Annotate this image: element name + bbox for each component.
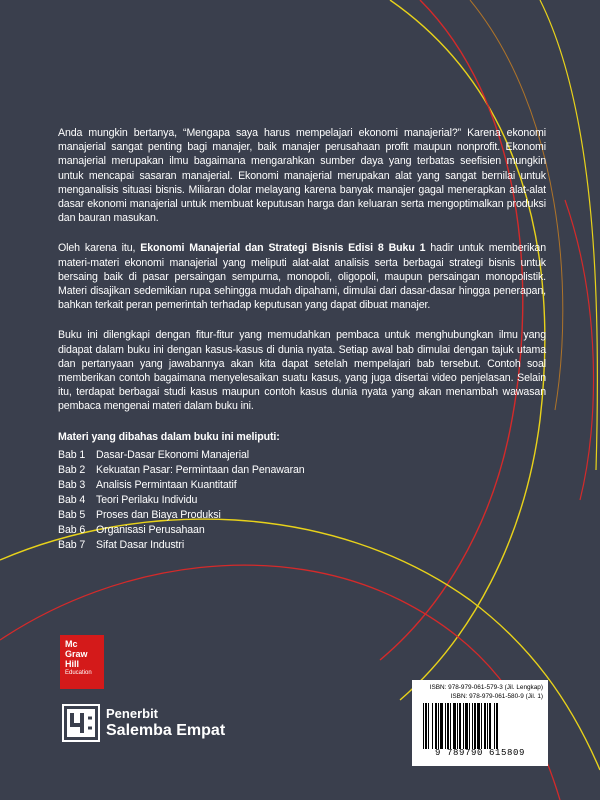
- toc-item: Bab 2 Kekuatan Pasar: Permintaan dan Penawaran: [58, 463, 305, 476]
- barcode-bar: [428, 703, 429, 749]
- barcode-bar: [435, 703, 437, 749]
- barcode-bar: [425, 703, 427, 749]
- barcode-bar: [440, 703, 443, 749]
- barcode-bar: [484, 703, 486, 749]
- arc-red-right: [565, 200, 594, 500]
- barcode-bar: [423, 703, 424, 749]
- toc-item: Bab 6 Organisasi Perusahaan: [58, 523, 205, 536]
- barcode-bar: [465, 703, 468, 749]
- barcode-bar: [445, 703, 446, 749]
- publisher-name: Penerbit Salemba Empat: [106, 706, 226, 739]
- toc-item: Bab 4 Teori Perilaku Individu: [58, 493, 198, 506]
- barcode-bar: [481, 703, 482, 749]
- barcode-bar: [453, 703, 456, 749]
- barcode-bar: [450, 703, 451, 749]
- barcode-bar: [474, 703, 476, 749]
- barcode-bar: [469, 703, 470, 749]
- salemba-empat-icon: [62, 704, 100, 742]
- barcode-bar: [438, 703, 439, 749]
- isbn-set: ISBN: 978-979-061-579-3 (Jil. Lengkap): [429, 684, 543, 691]
- barcode-bar: [472, 703, 473, 749]
- intro-paragraph: Anda mungkin bertanya, “Mengapa saya harus mempelajari ekonomi manajerial?” Karena ekonomi manajerial sangat penting bagi manajer, baik manajer perusahaan profit maupun nonprofit. Ekonomi manajerial merupakan ilmu bagaimana mengarahkan sumber daya yang terbatas seefisien mungkin untuk mencapai sasaran manajerial. Ekonomi manajerial merupakan alat yang sangat bernilai untuk menganalisis situasi bisnis. Miliaran dolar melayang karena banyak manajer gagal menerapkan alat-alat dasar ekonomi manajerial untuk membuat keputusan harga dan keluaran serta mengoptimalkan produksi dan bauran masukan.: [58, 127, 546, 225]
- toc-item: Bab 3 Analisis Permintaan Kuantitatif: [58, 478, 237, 491]
- mcgraw-hill-logo: Mc Graw Hill Education: [60, 635, 104, 689]
- toc-list: [58, 448, 546, 553]
- isbn-volume: ISBN: 978-979-061-580-9 (Jil. 1): [450, 693, 543, 700]
- barcode-bar: [494, 703, 495, 749]
- barcode-digits: 9 789790 615809: [434, 748, 525, 758]
- barcode-bar: [477, 703, 480, 749]
- toc-item: Bab 1 Dasar-Dasar Ekonomi Manajerial: [58, 448, 250, 461]
- book-description-paragraph: Oleh karena itu, Ekonomi Manajerial dan Strategi Bisnis Edisi 8 Buku 1 hadir untuk memberikan materi-materi ekonomi manajerial yang meliputi alat-alat analisis serta berbagai strategi bisnis untuk bersaing baik di pasar persaingan sempurna, monopoli, oligopoli, maupun persaingan monopolistik. Materi disajikan sedemikian rupa sehingga mudah dipahami, dimulai dari dasar-dasar hingga penerapan, bahkan terkait peran pemerintah terhadap keputusan yang dapat dibuat manajer.: [58, 242, 547, 312]
- barcode-bar: [463, 703, 464, 749]
- isbn-barcode: [412, 680, 548, 766]
- barcode-bar: [447, 703, 449, 749]
- barcode-bar: [489, 703, 491, 749]
- barcode-bar: [459, 703, 461, 749]
- toc-item: Bab 7 Sifat Dasar Industri: [58, 538, 185, 551]
- barcode-bar: [496, 703, 498, 749]
- book-title: Ekonomi Manajerial dan Strategi Bisnis Edisi 8 Buku 1: [140, 242, 426, 255]
- barcode-bars: [421, 703, 539, 749]
- arc-yellow-right: [540, 0, 597, 470]
- back-cover-text: [58, 126, 546, 553]
- barcode-bar: [432, 703, 433, 749]
- features-paragraph: Buku ini dilengkapi dengan fitur-fitur yang memudahkan pembaca untuk menghubungkan ilmu yang didapat dalam buku ini dengan kasus-kasus di dunia nyata. Setiap awal bab dimulai dengan tajuk utama dan pertanyaan yang jawabannya akan kita dapat setelah mempelajari bab tersebut. Contoh soal memberikan contoh bagaimana menyelesaikan suatu kasus, yang juga disertai video penjelasan. Selain itu, terdapat berbagai studi kasus maupun contoh kasus dunia nyata yang akan menambah wawasan pembaca mengenai materi dalam buku ini.: [58, 329, 546, 413]
- barcode-bar: [487, 703, 488, 749]
- toc-title: Materi yang dibahas dalam buku ini meliputi:: [58, 430, 280, 443]
- toc-item: Bab 5 Proses dan Biaya Produksi: [58, 508, 221, 521]
- barcode-bar: [457, 703, 458, 749]
